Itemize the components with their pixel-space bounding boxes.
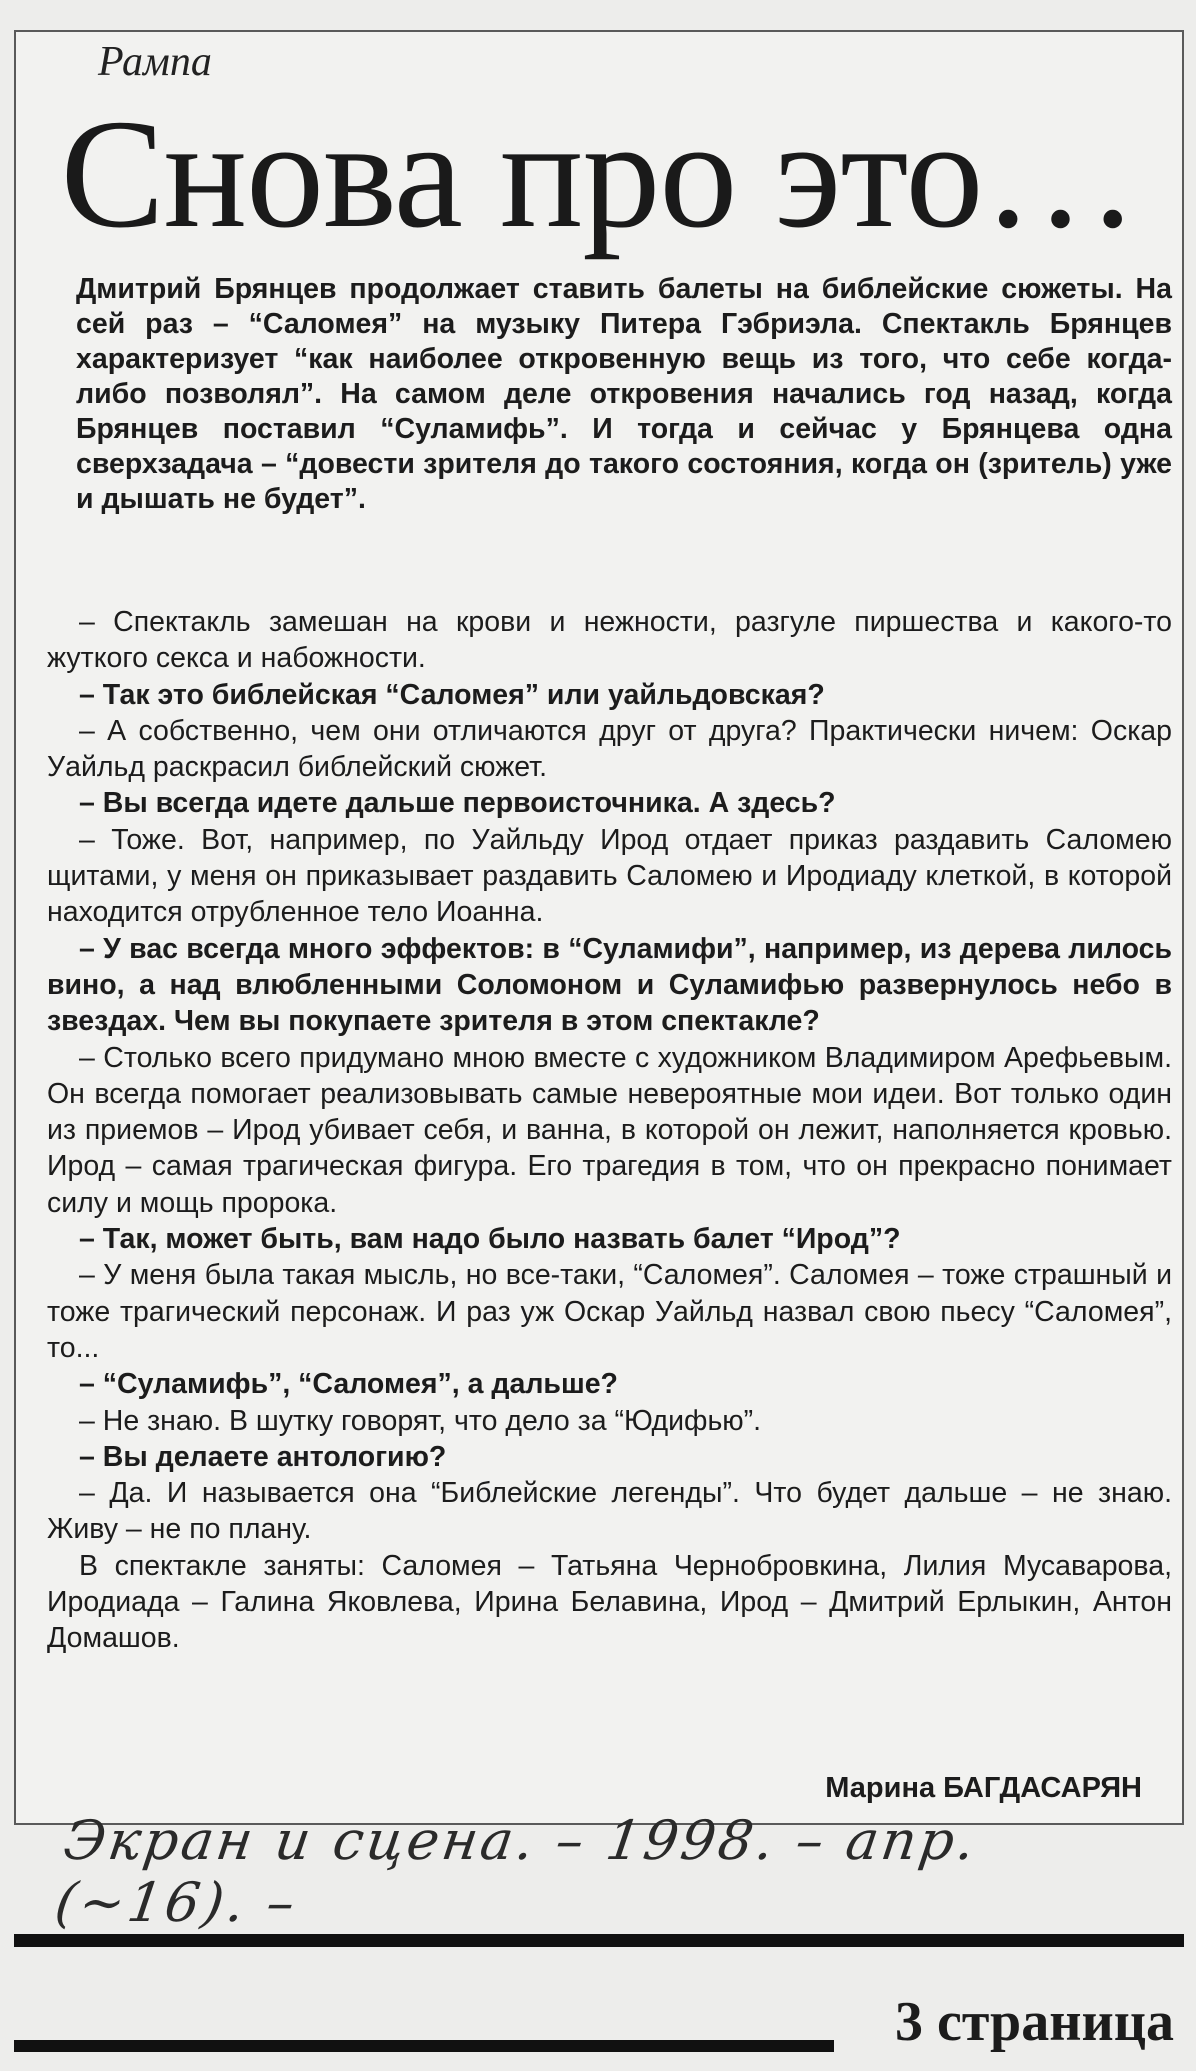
- question-paragraph: – Так, может быть, вам надо было назвать балет “Ирод”?: [79, 1223, 901, 1256]
- author-byline: Марина БАГДАСАРЯН: [825, 1772, 1142, 1804]
- cast-paragraph: В спектакле заняты: Саломея – Татьяна Чернобровкина, Лилия Мусаварова, Иродиада – Галина Яковлева, Ирина Белавина, Ирод – Дмитрий Ерлыкин, Антон Домашов.: [47, 1549, 1172, 1655]
- handwritten-citation: Экран и сцена. – 1998. – апр. (~16). –: [51, 1809, 982, 1934]
- answer-paragraph: – У меня была такая мысль, но все-таки, “Саломея”. Саломея – тоже страшный и тоже трагический персонаж. И раз уж Оскар Уайльд назвал свою пьесу “Саломея”, то...: [47, 1259, 1172, 1364]
- answer-paragraph: – Да. И называется она “Библейские легенды”. Что будет дальше – не знаю. Живу – не по плану.: [47, 1477, 1172, 1546]
- answer-paragraph: – Тоже. Вот, например, по Уайльду Ирод отдает приказ раздавить Саломею щитами, у меня он приказывает раздавить Саломею и Иродиаду клеткой, в которой находится отрубленное тело Иоанна.: [47, 823, 1172, 929]
- page-number-label: 3 страница: [881, 1990, 1174, 2054]
- top-rule: [14, 1934, 1184, 1947]
- question-paragraph: – “Суламифь”, “Саломея”, а дальше?: [79, 1368, 618, 1401]
- answer-paragraph: – Не знаю. В шутку говорят, что дело за “Юдифью”.: [79, 1404, 762, 1437]
- answer-paragraph: – Спектакль замешан на крови и нежности, разгуле пиршества и какого-то жуткого секса и набожности.: [47, 606, 1172, 675]
- question-paragraph: – У вас всегда много эффектов: в “Суламифи”, например, из дерева лилось вино, а над влюбленными Соломоном и Суламифью развернулось небо в звездах. Чем вы покупаете зрителя в этом спектакле?: [47, 932, 1172, 1038]
- question-paragraph: – Так это библейская “Саломея” или уайльдовская?: [79, 678, 825, 711]
- article-body: [47, 604, 1172, 1657]
- question-paragraph: – Вы делаете антологию?: [79, 1440, 447, 1473]
- article-frame: [14, 30, 1184, 1825]
- bottom-rule: [14, 2040, 834, 2052]
- answer-paragraph: – А собственно, чем они отличаются друг от друга? Практически ничем: Оскар Уайльд раскрасил библейский сюжет.: [47, 714, 1172, 784]
- headline: Снова про это…: [60, 87, 1138, 260]
- rubric-label: Рампа: [98, 39, 212, 85]
- bleed-through-left: [0, 1830, 60, 1870]
- lead-paragraph: Дмитрий Брянцев продолжает ставить балеты на библейские сюжеты. На сей раз – “Саломея” на музыку Питера Гэбриэла. Спектакль Брянцев характеризует “как наиболее откровенную вещь из того, что себе когда-либо позволял”. На самом деле откровения начались год назад, когда Брянцев поставил “Суламифь”. И тогда и сейчас у Брянцева одна сверхзадача – “довести зрителя до такого состояния, когда он (зритель) уже и дышать не будет”.: [76, 273, 1172, 515]
- question-paragraph: – Вы всегда идете дальше первоисточника. А здесь?: [79, 787, 836, 820]
- answer-paragraph: – Столько всего придумано мною вместе с художником Владимиром Арефьевым. Он всегда помогает реализовывать самые невероятные мои идеи. Вот только один из приемов – Ирод убивает себя, и ванна, в которой он лежит, наполняется кровью. Ирод – самая трагическая фигура. Его трагедия в том, что он прекрасно понимает силу и мощь пророка.: [47, 1041, 1172, 1219]
